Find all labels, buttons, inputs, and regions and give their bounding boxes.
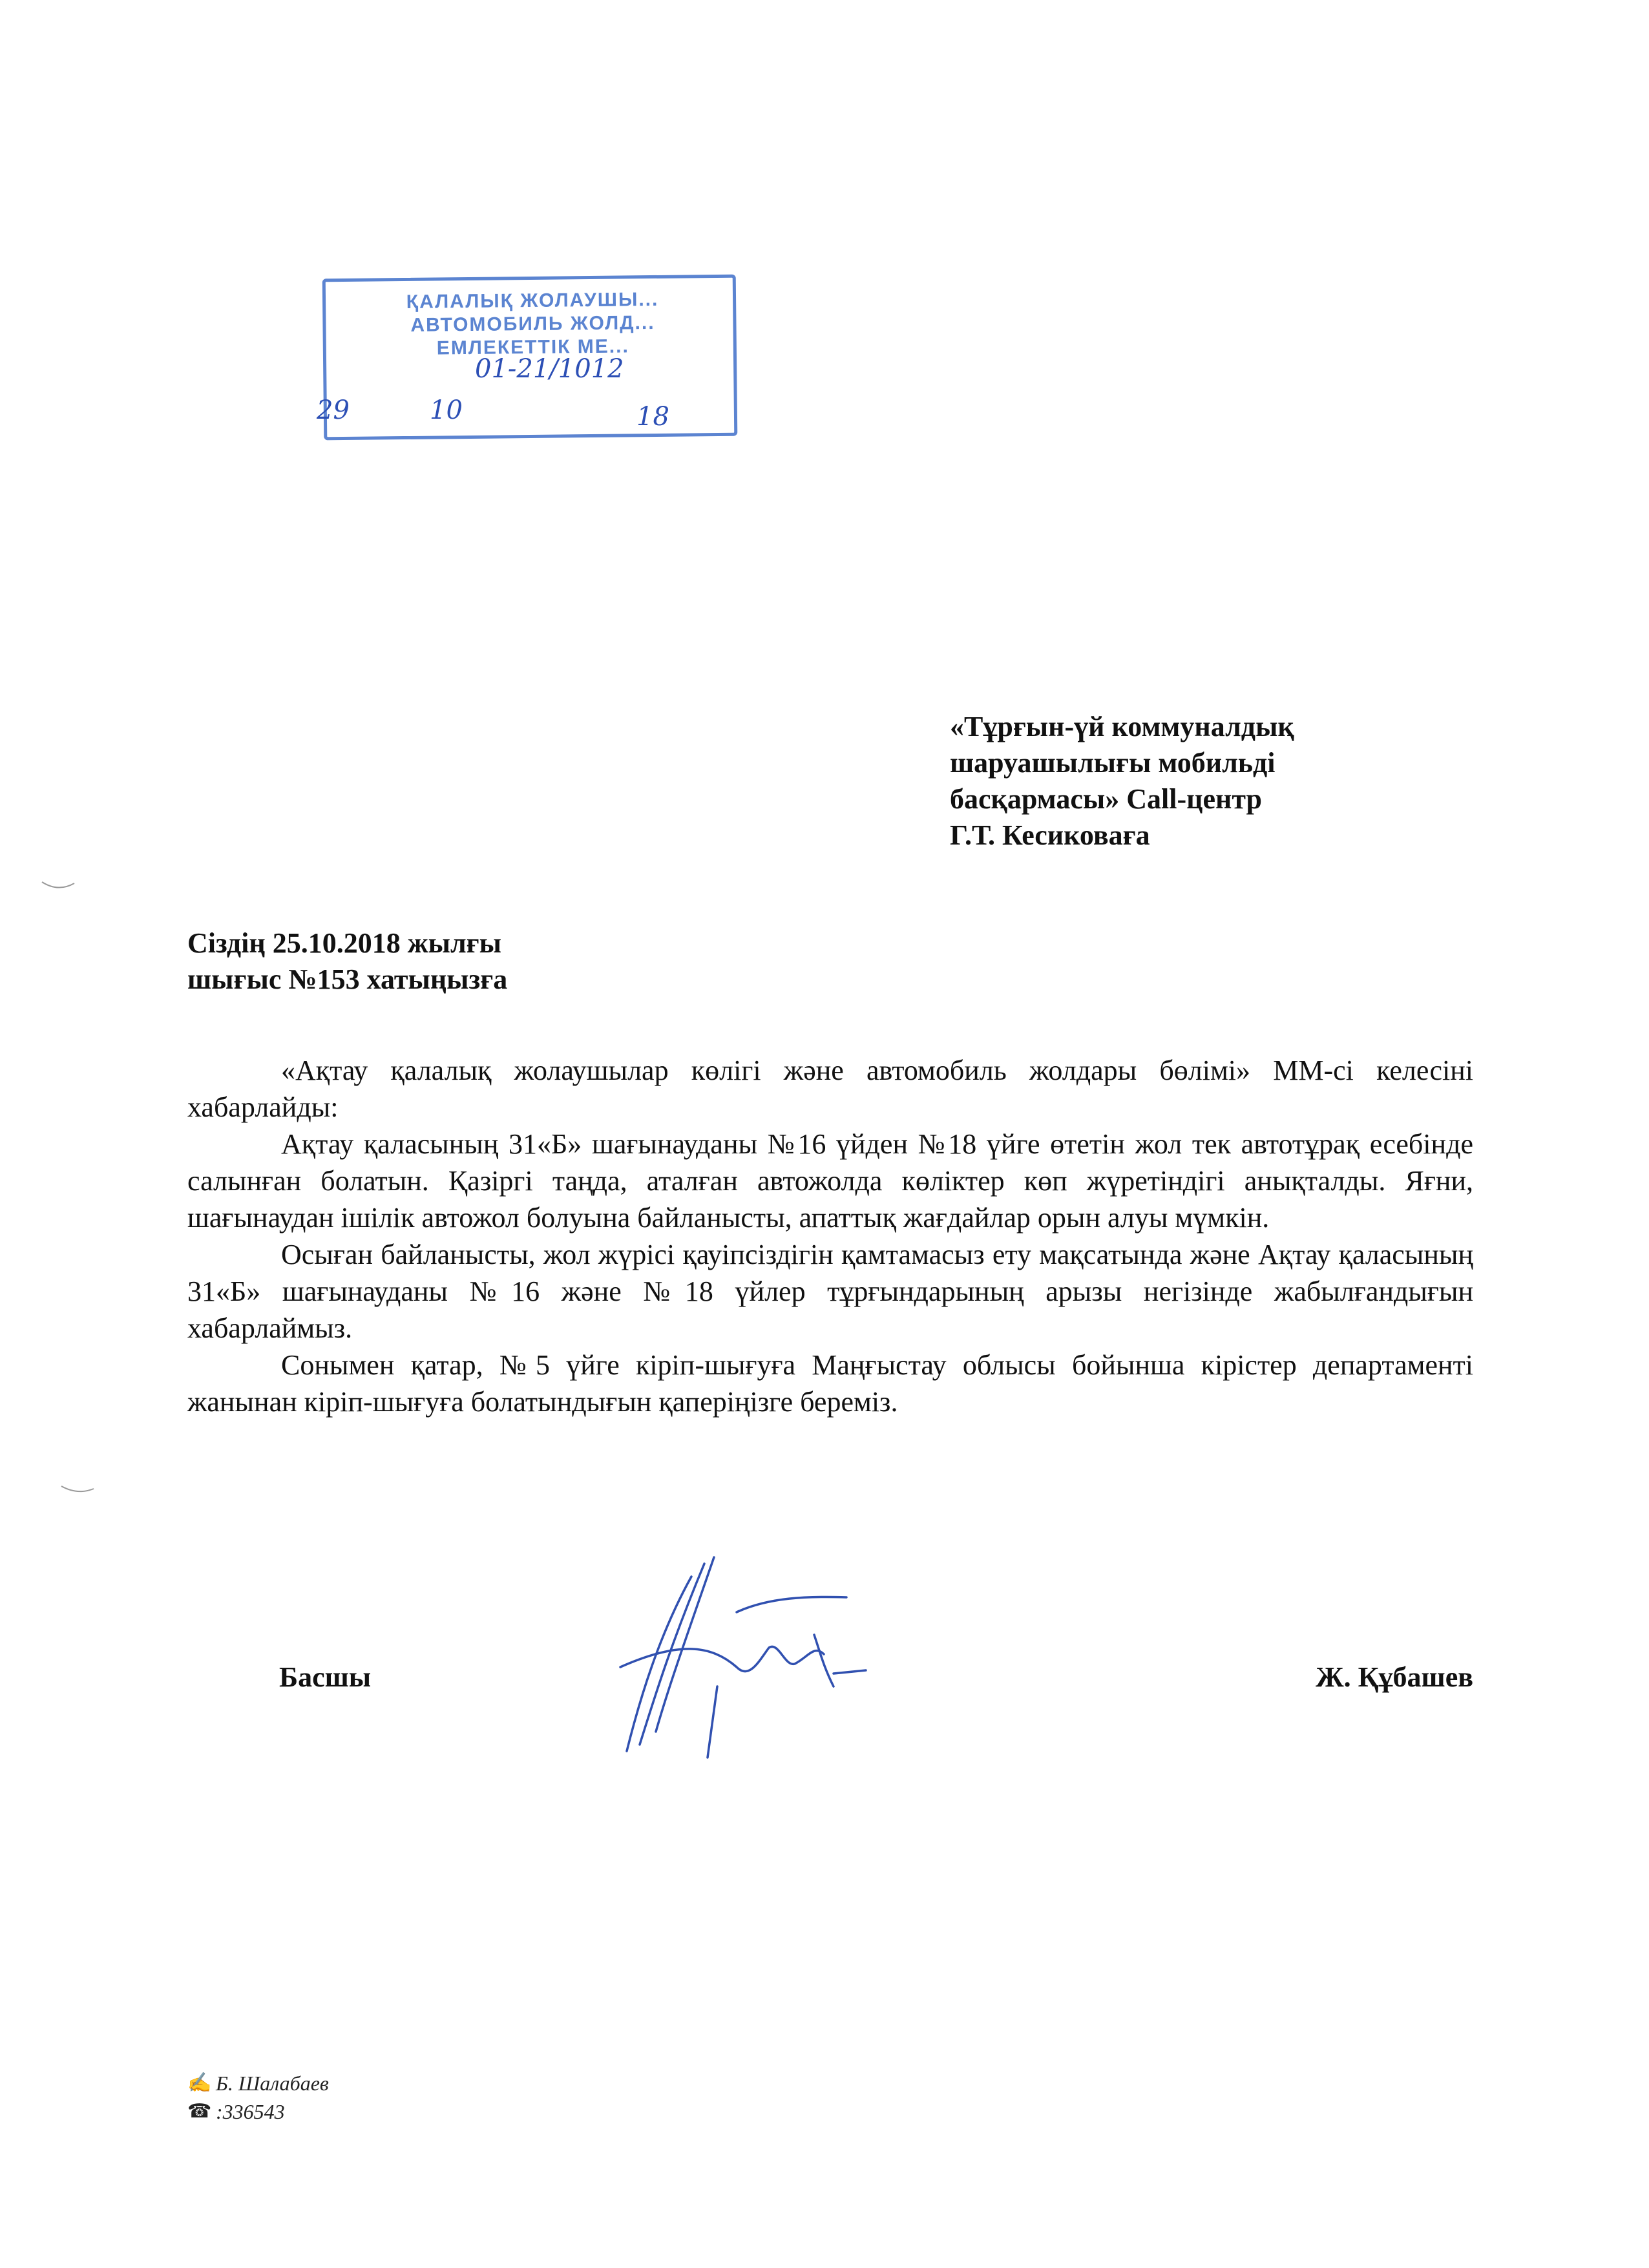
addressee-line: Г.Т. Кесиковаға	[950, 819, 1150, 851]
phone-icon: ☎	[187, 2101, 212, 2122]
addressee-line: «Тұрғын-үй коммуналдық	[950, 711, 1294, 742]
stamp-line: АВТОМОБИЛЬ ЖОЛД...	[410, 311, 655, 336]
stamp-date-month: 10	[430, 395, 463, 425]
signatory-name: Ж. Құбашев	[1316, 1661, 1473, 1693]
stamp-line: ҚАЛАЛЫҚ ЖОЛАУШЫ...	[406, 288, 659, 313]
executor-info	[187, 2069, 329, 2126]
signatory-title: Басшы	[279, 1661, 372, 1693]
stamp-line: ЕМЛЕКЕТТІК МЕ...	[436, 335, 630, 359]
body-paragraph: Ақтау қаласының 31«Б» шағынауданы №16 үйден №18 үйге өтетін жол тек автотұрақ есебінде салынған болатын. Қазіргі таңда, аталған автожолда көліктер көп жүретіндігі анықталды. Яғни, шағынаудан ішілік автожол болуына байланысты, апаттық жағдайлар орын алуы мүмкін.	[187, 1128, 1473, 1234]
scan-mark	[58, 1480, 97, 1499]
reference-line: шығыс №153 хатыңызға	[187, 963, 508, 995]
letter-body	[187, 1052, 1473, 1420]
executor-phone: :336543	[216, 2100, 285, 2123]
pen-icon: ✍	[187, 2072, 212, 2094]
reference-block	[187, 925, 769, 998]
addressee-line: басқармасы» Call-центр	[950, 783, 1262, 815]
stamp-date-year: 18	[636, 402, 669, 432]
body-paragraph: Сонымен қатар, №5 үйге кіріп-шығуға Маңғыстау облысы бойынша кірістер департаменті жанынан кіріп-шығуға болатындығын қаперіңізге береміз.	[187, 1349, 1473, 1418]
body-paragraph: «Ақтау қалалық жолаушылар көлігі және автомобиль жолдары бөлімі» ММ-сі келесіні хабарлайды:	[187, 1055, 1473, 1123]
addressee-block	[950, 709, 1531, 854]
scan-mark	[39, 876, 78, 895]
stamp-registration-number: 01-21/1012	[475, 354, 624, 384]
stamp-date-day: 29	[317, 395, 350, 425]
reference-line: Сіздің 25.10.2018 жылғы	[187, 927, 501, 959]
executor-name: Б. Шалабаев	[216, 2072, 329, 2095]
addressee-line: шаруашылығы мобильді	[950, 747, 1276, 779]
body-paragraph: Осыған байланысты, жол жүрісі қауіпсіздігін қамтамасыз ету мақсатында және Ақтау қаласының 31«Б» шағынауданы №16 және №18 үйлер тұрғындарының арызы негізінде жабылғандығын хабарлаймыз.	[187, 1239, 1473, 1344]
handwritten-signature	[601, 1538, 872, 1770]
